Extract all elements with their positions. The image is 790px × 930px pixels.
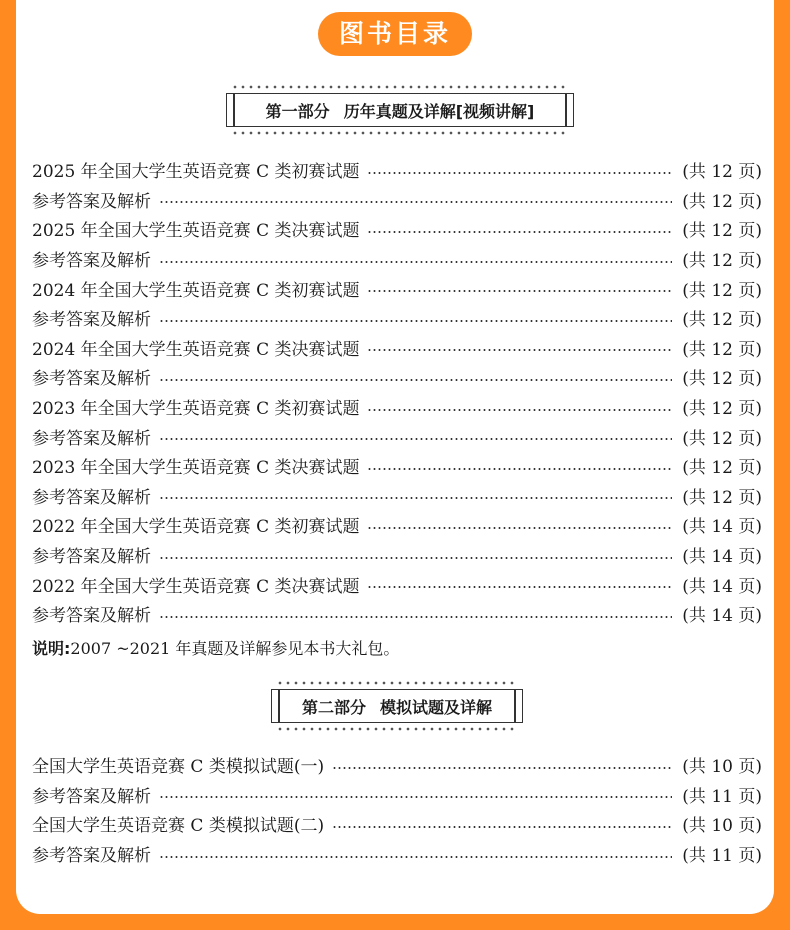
- dot-leader: [367, 586, 672, 588]
- toc-entry-pages: (共 12 页): [682, 280, 762, 301]
- dot-leader: [159, 320, 672, 322]
- catalog-title-badge: [318, 12, 472, 56]
- note-text: [32, 636, 399, 659]
- toc-entry-pages: (共 11 页): [682, 786, 762, 807]
- part1-heading-sub: 历年真题及详解[视频讲解]: [343, 101, 535, 121]
- dot-leader: [367, 527, 672, 529]
- dot-leader: [367, 409, 672, 411]
- toc-entry-pages: (共 14 页): [682, 606, 762, 627]
- toc-entry-title: 2024 年全国大学生英语竞赛 C 类决赛试题: [32, 339, 360, 360]
- part2-heading: [271, 689, 523, 723]
- toc-entry-title: 2025 年全国大学生英语竞赛 C 类初赛试题: [32, 162, 360, 183]
- toc-entry-pages: (共 12 页): [682, 458, 762, 479]
- toc-entry-title: 全国大学生英语竞赛 C 类模拟试题(二): [32, 816, 325, 837]
- toc-entry-pages: (共 12 页): [682, 399, 762, 420]
- toc-entry-pages: (共 12 页): [682, 428, 762, 449]
- toc-row[interactable]: [32, 185, 762, 215]
- toc-row[interactable]: [32, 780, 762, 810]
- toc-row[interactable]: [32, 451, 762, 481]
- note-label: 说明:: [32, 639, 71, 658]
- toc-entry-pages: (共 12 页): [682, 221, 762, 242]
- dot-leader: [159, 201, 672, 203]
- dot-leader: [159, 438, 672, 440]
- toc-row[interactable]: [32, 273, 762, 303]
- toc-entry-title: 参考答案及解析: [32, 606, 151, 627]
- toc-entry-title: 2023 年全国大学生英语竞赛 C 类初赛试题: [32, 399, 360, 420]
- toc-entry-pages: (共 12 页): [682, 339, 762, 360]
- part2-toc-list: [32, 750, 762, 868]
- toc-entry-pages: (共 12 页): [682, 369, 762, 390]
- toc-row[interactable]: [32, 540, 762, 570]
- part2-heading-main: 第二部分: [301, 697, 366, 717]
- part2-heading-sub: 模拟试题及详解: [380, 697, 493, 717]
- toc-entry-pages: (共 12 页): [682, 191, 762, 212]
- toc-entry-title: 参考答案及解析: [32, 487, 151, 508]
- toc-entry-pages: (共 14 页): [682, 576, 762, 597]
- toc-entry-title: 参考答案及解析: [32, 846, 151, 867]
- dot-leader: [159, 379, 672, 381]
- toc-row[interactable]: [32, 510, 762, 540]
- toc-entry-title: 2022 年全国大学生英语竞赛 C 类决赛试题: [32, 576, 360, 597]
- toc-row[interactable]: [32, 333, 762, 363]
- toc-entry-title: 2023 年全国大学生英语竞赛 C 类决赛试题: [32, 458, 360, 479]
- toc-entry-pages: (共 11 页): [682, 846, 762, 867]
- toc-row[interactable]: [32, 481, 762, 511]
- toc-entry-pages: (共 12 页): [682, 162, 762, 183]
- toc-row[interactable]: [32, 303, 762, 333]
- toc-entry-title: 2022 年全国大学生英语竞赛 C 类初赛试题: [32, 517, 360, 538]
- toc-entry-title: 参考答案及解析: [32, 191, 151, 212]
- toc-row[interactable]: [32, 362, 762, 392]
- toc-entry-title: 参考答案及解析: [32, 428, 151, 449]
- dot-leader: [332, 767, 672, 769]
- toc-entry-title: 参考答案及解析: [32, 786, 151, 807]
- dot-leader: [367, 231, 672, 233]
- toc-entry-pages: (共 10 页): [682, 816, 762, 837]
- part1-toc-list: [32, 155, 762, 629]
- toc-row[interactable]: [32, 599, 762, 629]
- toc-row[interactable]: [32, 214, 762, 244]
- toc-entry-title: 2024 年全国大学生英语竞赛 C 类初赛试题: [32, 280, 360, 301]
- toc-entry-title: 参考答案及解析: [32, 310, 151, 331]
- toc-entry-pages: (共 14 页): [682, 547, 762, 568]
- dot-leader: [159, 557, 672, 559]
- toc-row[interactable]: [32, 839, 762, 869]
- toc-entry-pages: (共 12 页): [682, 251, 762, 272]
- toc-entry-title: 参考答案及解析: [32, 547, 151, 568]
- dot-leader: [159, 497, 672, 499]
- catalog-title: 图书目录: [338, 19, 451, 48]
- toc-entry-title: 参考答案及解析: [32, 369, 151, 390]
- toc-row[interactable]: [32, 421, 762, 451]
- toc-entry-pages: (共 12 页): [682, 487, 762, 508]
- dot-leader: [159, 261, 672, 263]
- dot-leader: [159, 856, 672, 858]
- toc-row[interactable]: [32, 155, 762, 185]
- toc-entry-pages: (共 14 页): [682, 517, 762, 538]
- toc-row[interactable]: [32, 809, 762, 839]
- toc-entry-pages: (共 12 页): [682, 310, 762, 331]
- dot-leader: [332, 826, 672, 828]
- toc-row[interactable]: [32, 569, 762, 599]
- toc-entry-title: 参考答案及解析: [32, 251, 151, 272]
- toc-row[interactable]: [32, 244, 762, 274]
- part1-heading-main: 第一部分: [265, 101, 330, 121]
- toc-row[interactable]: [32, 392, 762, 422]
- toc-row[interactable]: [32, 750, 762, 780]
- toc-entry-title: 2025 年全国大学生英语竞赛 C 类决赛试题: [32, 221, 360, 242]
- dot-leader: [367, 349, 672, 351]
- toc-entry-pages: (共 10 页): [682, 757, 762, 778]
- dot-leader: [367, 290, 672, 292]
- dot-leader: [367, 172, 672, 174]
- dot-leader: [367, 468, 672, 470]
- dot-leader: [159, 616, 672, 618]
- dot-leader: [159, 796, 672, 798]
- note-body: 2007 ~2021 年真题及详解参见本书大礼包。: [70, 639, 400, 658]
- toc-entry-title: 全国大学生英语竞赛 C 类模拟试题(一): [32, 757, 325, 778]
- part1-heading: [226, 93, 574, 127]
